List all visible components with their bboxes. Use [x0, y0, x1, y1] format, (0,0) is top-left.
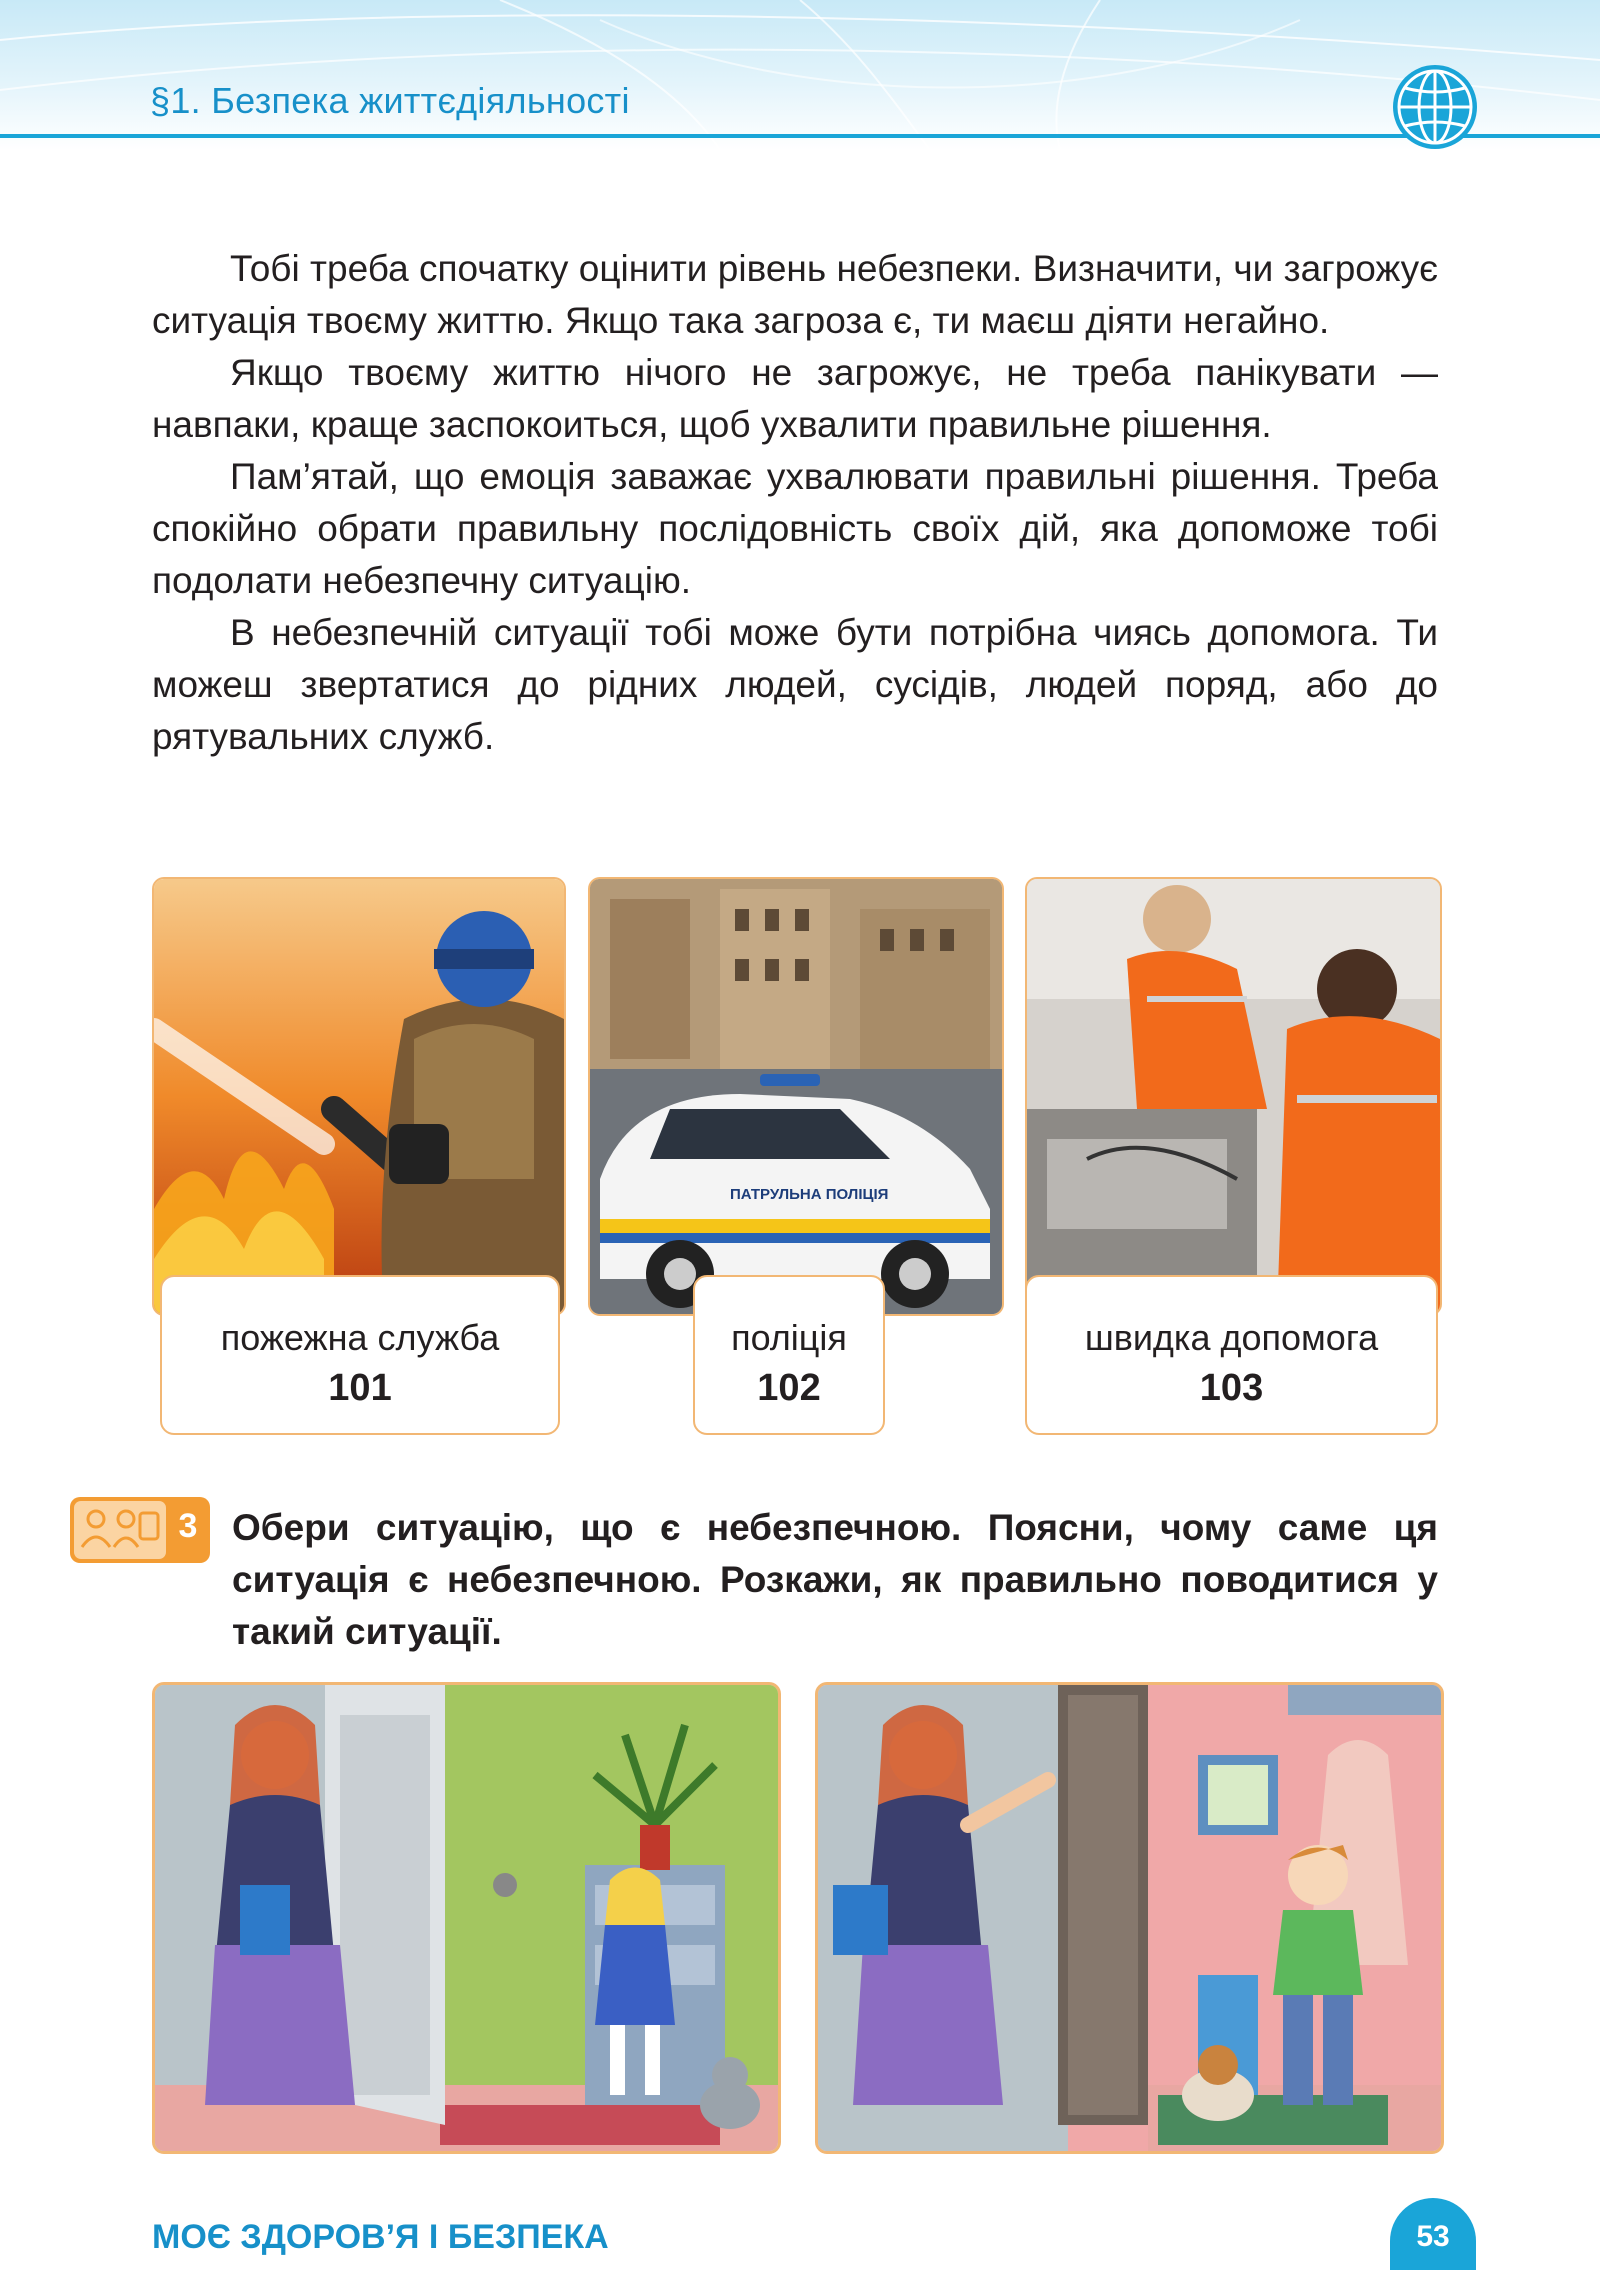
paragraph: Пам’ятай, що емоція заважає ухвалювати правильні рішення. Треба спокійно обрати правильну послідовність своїх дій, яка допоможе тобі подолати небезпечну ситуацію. [152, 456, 1438, 601]
service-card-ambulance [1025, 1275, 1438, 1435]
task-badge [70, 1497, 210, 1563]
scene-boy-opens-door [815, 1682, 1444, 2154]
car-text: ПАТРУЛЬНА ПОЛІЦІЯ [730, 1186, 889, 1203]
header-rule [0, 134, 1600, 138]
paragraph: В небезпечній ситуації тобі може бути потрібна чиясь допомога. Ти можеш звертатися до рідних людей, сусідів, людей поряд, або до рятувальних служб. [152, 612, 1438, 757]
paragraph: Тобі треба спочатку оцінити рівень небезпеки. Визначити, чи загрожує ситуація твоєму життю. Якщо така загроза є, ти маєш діяти негайно. [152, 248, 1438, 341]
service-name: швидка допомога [1084, 1317, 1379, 1358]
service-card-fire [160, 1275, 560, 1435]
header-decoration [0, 0, 1600, 150]
page-number: 53 [1390, 2198, 1476, 2270]
scene-girl-opens-door [152, 1682, 781, 2154]
service-number: 101 [328, 1367, 392, 1409]
service-card-police [693, 1275, 885, 1435]
police-photo [588, 877, 1004, 1316]
footer-title: МОЄ ЗДОРОВ’Я І БЕЗПЕКА [152, 2218, 609, 2256]
paragraph: Якщо твоєму життю нічого не загрожує, не треба панікувати — навпаки, краще заспокоиться, щоб ухвалити правильне рішення. [152, 352, 1438, 445]
group-work-icon [74, 1501, 166, 1559]
task-number: 3 [178, 1507, 198, 1545]
service-name: поліція [731, 1317, 847, 1358]
firefighter-photo [152, 877, 566, 1316]
body-text [152, 243, 1438, 763]
section-title: §1. Безпека життєдіяльності [150, 80, 630, 121]
service-number: 102 [757, 1367, 821, 1409]
globe-icon [1390, 62, 1480, 152]
service-number: 103 [1199, 1367, 1264, 1409]
header-band [0, 0, 1600, 150]
task-text: Обери ситуацію, що є небезпечною. Поясни, чому саме ця ситуація є небезпечною. Розкажи, як правильно поводитися у такий ситуації. [232, 1507, 1438, 1652]
ambulance-photo [1025, 877, 1442, 1316]
service-name: пожежна служба [220, 1317, 500, 1358]
